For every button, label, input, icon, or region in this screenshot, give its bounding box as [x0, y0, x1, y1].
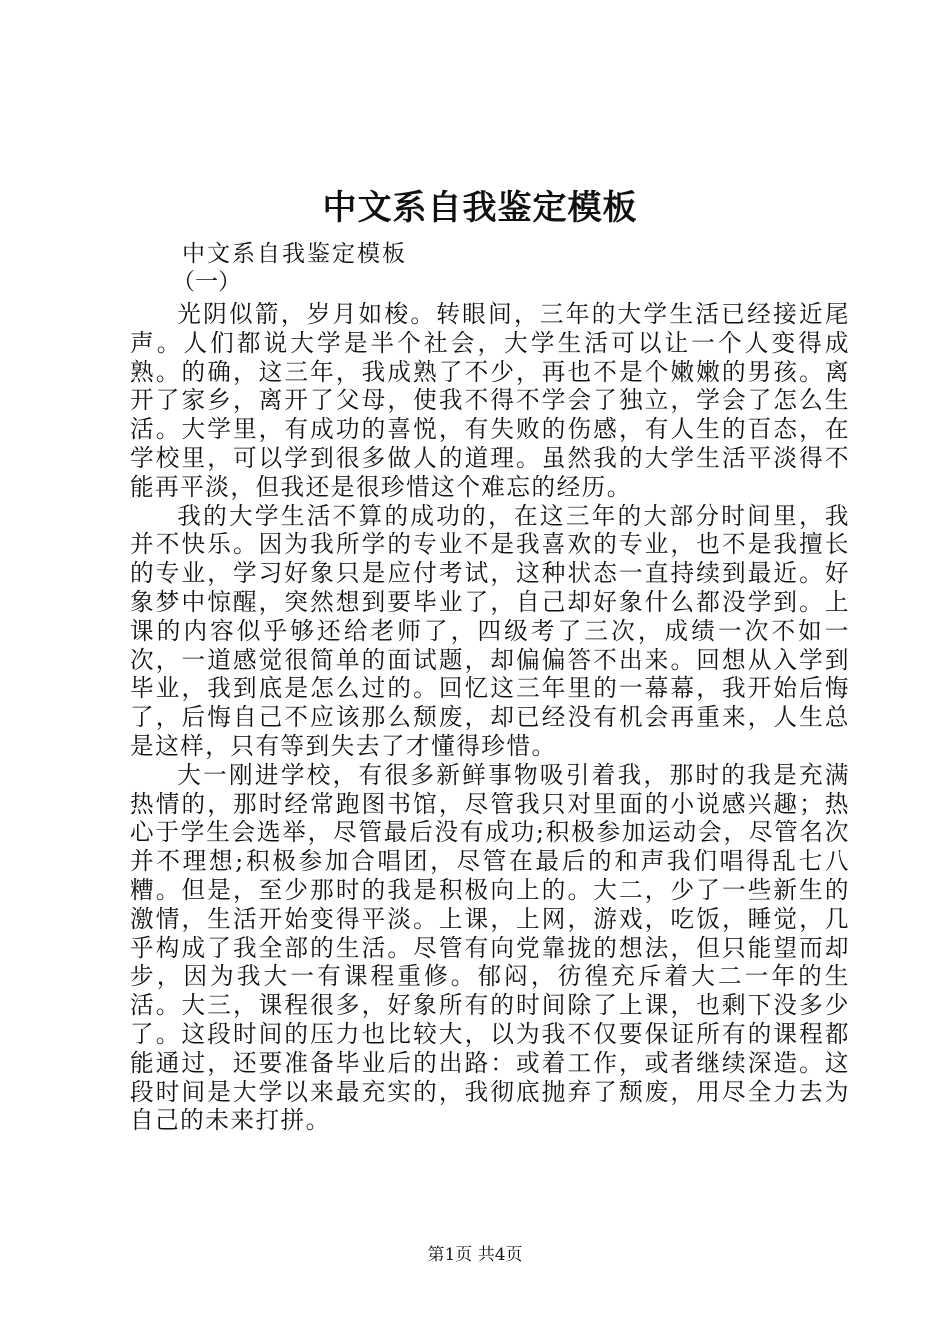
document-title: 中文系自我鉴定模板	[322, 188, 638, 228]
paragraph-1: 光阴似箭，岁月如梭。转眼间，三年的大学生活已经接近尾声。人们都说大学是半个社会，大学生活可以让一个人变得成熟。的确，这三年，我成熟了不少，再也不是个嫩嫩的男孩。离开了家乡，离开了父母，使我不得不学会了独立，学会了怎么生活。大学里，有成功的喜悦，有失败的伤感，有人生的百态，在学校里，可以学到很多做人的道理。虽然我的大学生活平淡得不能再平淡，但我还是很珍惜这个难忘的经历。	[130, 300, 850, 501]
document-subtitle: 中文系自我鉴定模板	[182, 241, 407, 267]
page-footer: 第1页 共4页	[427, 1245, 523, 1265]
paragraph-2: 我的大学生活不算的成功的，在这三年的大部分时间里，我并不快乐。因为我所学的专业不是我喜欢的专业，也不是我擅长的专业，学习好象只是应付考试，这种状态一直持续到最近。好象梦中惊醒，突然想到要毕业了，自己却好象什么都没学到。上课的内容似乎够还给老师了，四级考了三次，成绩一次不如一次，一道感觉很简单的面试题，却偏偏答不出来。回想从入学到毕业，我到底是怎么过的。回忆这三年里的一幕幕，我开始后悔了，后悔自己不应该那么颓废，却已经没有机会再重来，人生总是这样，只有等到失去了才懂得珍惜。	[130, 501, 850, 760]
paragraph-3: 大一刚进学校，有很多新鲜事物吸引着我，那时的我是充满热情的，那时经常跑图书馆，尽管我只对里面的小说感兴趣；热心于学生会选举，尽管最后没有成功;积极参加运动会，尽管名次并不理想;积极参加合唱团，尽管在最后的和声我们唱得乱七八糟。但是，至少那时的我是积极向上的。大二，少了一些新生的激情，生活开始变得平淡。上课，上网，游戏，吃饭，睡觉，几乎构成了我全部的生活。尽管有向党靠拢的想法，但只能望而却步，因为我大一有课程重修。郁闷，彷徨充斥着大二一年的生活。大三，课程很多，好象所有的时间除了上课，也剩下没多少了。这段时间的压力也比较大，以为我不仅要保证所有的课程都能通过，还要准备毕业后的出路：或着工作，或者继续深造。这段时间是大学以来最充实的，我彻底抛弃了颓废，用尽全力去为自己的未来打拼。	[130, 760, 850, 1135]
document-body	[130, 300, 850, 1135]
section-marker: （一）	[172, 269, 241, 295]
